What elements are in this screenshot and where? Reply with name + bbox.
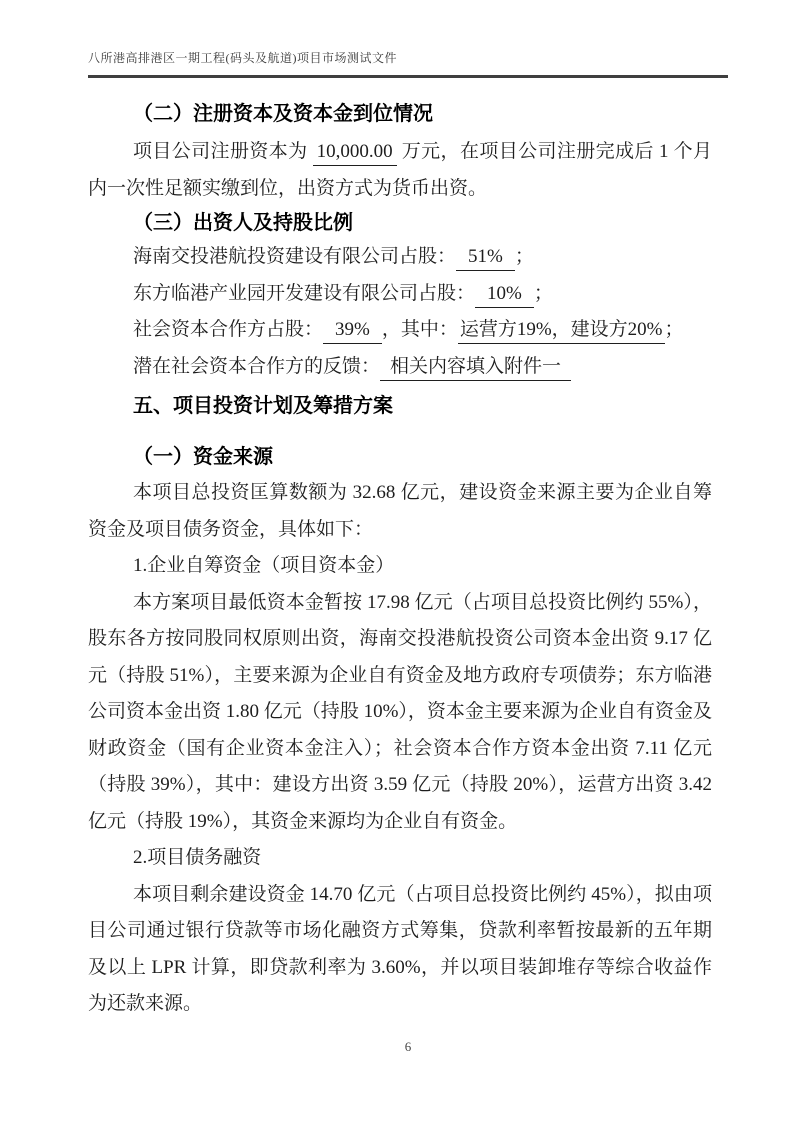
- shareholding-value-underlined: 10%: [475, 283, 534, 308]
- heading-funding-source: （一）资金来源: [133, 446, 273, 468]
- shareholding-label: 东方临港产业园开发建设有限公司占股：: [133, 282, 476, 304]
- shareholding-value-underlined: 51%: [456, 246, 515, 271]
- registered-capital-post: 万元，在项目公司注册完成后 1 个月内一次性足额实缴到位，出资方式为货币出资。: [88, 141, 712, 199]
- shareholding-line-hainan: [88, 239, 712, 276]
- paragraph-self-raised-detail: 本方案项目最低资本金暂按 17.98 亿元（占项目总投资比例约 55%），股东各方按同股同权原则出资，海南交投港航投资公司资本金出资 9.17 亿元（持股 51%），主要来源为企业自有资金及地方政府专项债券；东方临港公司资本金出资 1.80 亿元（持股 10%），资本金主要来源为企业自有资金及财政资金（国有企业资本金注入）；社会资本合作方资本金出资 7.11 亿元（持股 39%），其中：建设方出资 3.59 亿元（持股 20%），运营方出资 3.42 亿元（持股 19%），其资金来源均为企业自有资金。: [88, 591, 712, 832]
- document-content: [88, 100, 728, 1023]
- heading-investment-plan: 五、项目投资计划及筹措方案: [133, 395, 393, 417]
- shareholding-value2-underlined: 运营方19%，建设方20%: [458, 319, 665, 344]
- heading-shareholders: （三）出资人及持股比例: [133, 212, 353, 234]
- shareholding-suffix: ；: [664, 319, 684, 340]
- shareholding-label: 海南交投港航投资建设有限公司占股：: [133, 246, 457, 267]
- shareholding-label: 社会资本合作方占股：: [133, 319, 324, 340]
- registered-capital-amount-underlined: 10,000.00: [313, 141, 397, 166]
- shareholding-value-underlined: 相关内容填入附件一: [380, 356, 571, 381]
- shareholding-label: 潜在社会资本合作方的反馈：: [133, 355, 381, 377]
- shareholding-suffix: ；: [514, 246, 534, 267]
- page-number: 6: [404, 1038, 412, 1054]
- heading-registered-capital: （二）注册资本及资本金到位情况: [133, 103, 433, 125]
- document-header-title: 八所港高排港区一期工程(码头及航道)项目市场测试文件: [88, 51, 397, 65]
- item-title-self-raised: 1.企业自筹资金（项目资本金）: [133, 555, 395, 576]
- registered-capital-pre: 项目公司注册资本为: [133, 141, 308, 162]
- shareholding-suffix: ；: [533, 282, 553, 304]
- shareholding-line-feedback: [88, 349, 712, 386]
- shareholding-mid: ，其中：: [381, 319, 458, 340]
- shareholding-value-underlined: 39%: [323, 319, 382, 344]
- shareholding-line-social-capital: [88, 312, 712, 349]
- item-title-debt-financing: 2.项目债务融资: [133, 847, 262, 868]
- shareholding-line-dongfang: [88, 276, 712, 313]
- paragraph-funding-intro: 本项目总投资匡算数额为 32.68 亿元，建设资金来源主要为企业自筹资金及项目债务资金，具体如下：: [88, 482, 712, 540]
- paragraph-debt-financing-detail: 本项目剩余建设资金 14.70 亿元（占项目总投资比例约 45%），拟由项目公司通过银行贷款等市场化融资方式筹集，贷款利率暂按最新的五年期及以上 LPR 计算，即贷款利率为 3.60%，并以项目装卸堆存等综合收益作为还款来源。: [88, 883, 712, 1014]
- shareholding-list: [88, 239, 712, 385]
- document-header: [88, 50, 728, 78]
- paragraph-registered-capital: [88, 134, 712, 207]
